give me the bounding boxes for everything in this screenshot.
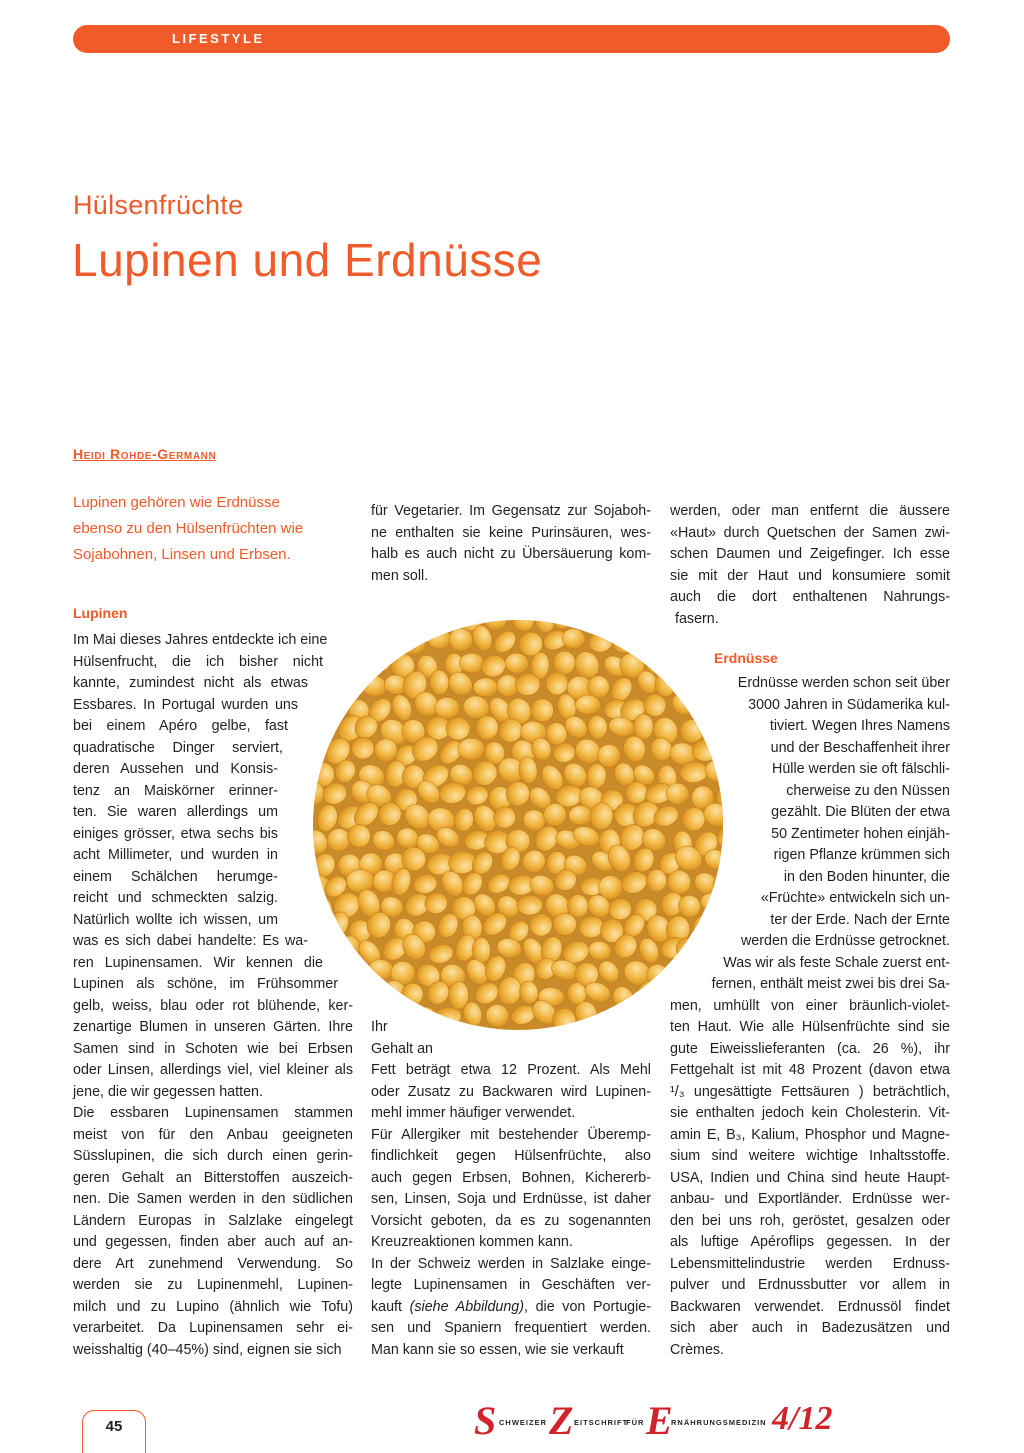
author-name: Heidi Rohde-Germann [73, 446, 217, 462]
text-line: Lupinen als schöne, im Frühsommer [73, 976, 338, 992]
text-line: werden die Erdnüsse getrocknet. [740, 933, 950, 949]
seed-shape [678, 626, 713, 659]
text-line: und gegessen, finden aber auch auf an- [73, 1234, 353, 1250]
text-line: men, umhüllt von einer bräunlich-violet- [670, 997, 950, 1014]
seed-shape [546, 672, 568, 695]
seed-shape [346, 869, 374, 892]
text-line: ne enthalten sie keine Purinsäuren, wes- [371, 524, 651, 541]
section-label: LIFESTYLE [172, 31, 265, 46]
masthead-s-rest: CHWEIZER [499, 1418, 547, 1427]
text-line: als luftige Apéroflips gegessen. In der [670, 1234, 950, 1250]
text-line: Natürlich wollte ich wissen, um [73, 911, 278, 928]
lead-line: Lupinen gehören wie Erdnüsse [73, 494, 280, 511]
seed-shape [351, 628, 384, 659]
section-banner [73, 25, 950, 53]
article-kicker: Hülsenfrüchte [73, 190, 244, 220]
text-line: Was wir als feste Schale zuerst ent- [723, 954, 950, 971]
text-line: rigen Pflanze krümmen sich [773, 847, 950, 863]
text-line: mehl immer häufiger verwendet. [371, 1105, 576, 1121]
text-line: findlichkeit gegen Hülsenfrüchte, also [371, 1148, 651, 1164]
text-line: Lebensmittelindustrie werden Erdnuss- [670, 1255, 950, 1272]
text-line: bei einem Apéro gelbe, fast [73, 718, 288, 734]
text-line: ten. Sie waren allerdings um [73, 804, 278, 820]
text-line: weisshaltig (40–45%) sind, eignen sie sich [73, 1341, 342, 1358]
seed-shape [553, 651, 576, 675]
text-line: pulver und Erdnussbutter vor allem in [670, 1277, 950, 1293]
text-line: auch die dort enthaltenen Nahrungs- [670, 589, 950, 605]
article-title: Lupinen und Erdnüsse [72, 234, 543, 286]
article-lead [73, 490, 343, 568]
text-line: Fett beträgt etwa 12 Prozent. Als Mehl [371, 1062, 651, 1078]
text-line: gezählt. Die Blüten der etwa [771, 804, 950, 820]
lead-line: Sojabohnen, Linsen und Erbsen. [73, 546, 291, 563]
masthead-s: S [474, 1398, 497, 1443]
lead-line: ebenso zu den Hülsenfrüchten wie [73, 520, 304, 537]
text-line: men soll. [371, 567, 429, 584]
text-line: Süsslupinen, die sich durch einen gerin- [73, 1148, 353, 1164]
masthead-e: E [646, 1398, 673, 1443]
text-line: sium sind weitere wichtige Inhaltsstoffe. [670, 1148, 950, 1164]
text-line: was es sich dabei handelte: Es wa- [73, 933, 308, 949]
text-line: Ländern Europas in Salzlake eingelegt [73, 1212, 353, 1229]
text-line: auch gegen Erbsen, Bohnen, Kichererb- [371, 1169, 651, 1186]
text-line: ten Haut. Wie alle Hülsenfrüchte sind sie [670, 1019, 950, 1035]
text-line: sie mit der Haut und konsumiere somit [670, 567, 950, 584]
seed-shape [648, 1001, 672, 1028]
seed-shape [633, 714, 653, 740]
seed-shape [473, 678, 498, 697]
text-line: oder Linsen, allerdings viel, viel kleiner als [73, 1062, 353, 1078]
page-number: 45 [82, 1410, 146, 1453]
text-line: ren Lupinensamen. Wir kennen die [73, 954, 323, 971]
seed-shape [646, 869, 667, 892]
text-line: einem Schälchen herumge- [73, 868, 278, 885]
text-line: Man kann sie so essen, wie sie verkauft [371, 1341, 624, 1358]
text-line: Kreuzreaktionen kommen kann. [371, 1234, 573, 1250]
text-line: Für Allergiker mit bestehender Überemp- [371, 1126, 651, 1143]
text-line: sen und Spaniern frequentiert werden. [371, 1320, 651, 1336]
seed-shape [575, 695, 600, 714]
text-line: für Vegetarier. Im Gegensatz zur Sojaboh- [371, 503, 651, 519]
author-byline [73, 446, 216, 462]
text-line: In der Schweiz werden in Salzlake einge- [371, 1255, 651, 1272]
text-line: «Früchte» entwickeln sich un- [760, 890, 950, 906]
text-line: Fettgehalt ist mit 48 Prozent (davon etwa [670, 1062, 950, 1078]
text-line: jene, die wir gegessen hatten. [73, 1083, 263, 1100]
text-line: Vorsicht geboten, da es zu sogenannten [371, 1212, 651, 1229]
text-line: Essbares. In Portugal wurden uns [73, 696, 298, 713]
text-line: legte Lupinensamen in Geschäften ver- [371, 1277, 651, 1293]
text-line: Ihr [371, 1019, 388, 1035]
text-line: tiviert. Wegen Ihres Namens [769, 718, 950, 734]
seed-shape [632, 634, 660, 657]
text-line: Hülle werden sie oft fälschli- [772, 761, 950, 777]
text-line: 3000 Jahren in Südamerika kul- [748, 696, 950, 713]
text-line: halb es auch nicht zu Übersäuerung kom- [371, 546, 651, 562]
text-line: nen. Die Samen werden in den südlichen [73, 1191, 353, 1207]
seed-shape [369, 620, 392, 633]
text-line: sie enthalten jedoch kein Cholesterin. Vit- [670, 1105, 950, 1121]
text-line: sich aber auch in Badezusätzen und [670, 1320, 950, 1336]
column-2-bottom [371, 1017, 651, 1361]
text-line: oder Zusatz zu Backwaren wird Lupinen- [371, 1083, 651, 1100]
text-line: sen, Linsen, Soja und Erdnüsse, ist daher [371, 1191, 651, 1207]
text-line: milch und zu Lupino (ähnlich wie Tofu) [73, 1298, 353, 1315]
subhead-lupinen: Lupinen [73, 605, 128, 621]
subhead-erdnuesse: Erdnüsse [714, 650, 778, 666]
text-line: meist von für den Anbau geeigneten [73, 1126, 353, 1143]
text-line: Die essbaren Lupinensamen stammen [73, 1105, 353, 1121]
column-1 [73, 630, 353, 1361]
seed-shape [377, 633, 404, 656]
text-line: «Haut» durch Quetschen der Samen zwi- [670, 524, 950, 541]
column-2-top [371, 501, 651, 587]
seed-shape [599, 620, 630, 635]
text-line: den bei uns roh, geröstet, gesalzen oder [670, 1212, 950, 1229]
text-line: fernen, enthält meist zwei bis drei Sa- [711, 976, 950, 992]
text-line: werden, oder man entfernt die äussere [670, 503, 950, 519]
text-line: fasern. [675, 610, 719, 627]
text-line: verarbeitet. Da Lupinensamen sehr ei- [73, 1320, 353, 1336]
seed-shape [621, 620, 652, 632]
seeds-image [313, 620, 723, 1030]
text-line: acht Millimeter, und wurden in [73, 847, 278, 863]
text-line: reicht und schmeckten salzig. [73, 890, 278, 906]
issue-number: 4/12 [772, 1400, 833, 1437]
journal-masthead [474, 1397, 954, 1441]
text-line: Gehalt an [371, 1040, 433, 1057]
column-3-top [670, 501, 950, 630]
seed-shape [385, 620, 419, 632]
seed-shape [416, 620, 440, 637]
text-line: ¹/₃ ungesättigte Fettsäuren ) beträchtlich, [670, 1083, 950, 1100]
text-line: ter der Erde. Nach der Ernte [770, 911, 950, 928]
masthead-fuer: FÜR [626, 1418, 645, 1427]
text-line: quadratische Dinger serviert, [73, 739, 283, 756]
text-line: in den Boden hinunter, die [783, 868, 950, 885]
text-line: werden sie zu Lupinenmehl, Lupinen- [73, 1277, 353, 1293]
text-line: kannte, zumindest nicht als etwas [73, 675, 308, 691]
text-line: gute Eiweisslieferanten (ca. 26 %), ihr [670, 1040, 950, 1057]
masthead-z-rest: EITSCHRIFT [574, 1418, 629, 1427]
text-line: USA, Indien und China sind heute Haupt- [670, 1169, 950, 1186]
text-line: einiges grösser, etwa sechs bis [73, 825, 278, 842]
text-line: Backwaren verwendet. Erdnussöl findet [670, 1298, 950, 1315]
text-line: gelb, weiss, blau oder rot blühende, ker- [73, 997, 353, 1014]
text-line: tenz an Maiskörner erinner- [73, 782, 278, 799]
text-line: und der Beschaffenheit ihrer [770, 739, 950, 756]
text-line: 50 Zentimeter hohen einjäh- [771, 825, 950, 842]
text-line: Crèmes. [670, 1341, 725, 1358]
lupin-seeds-photo [313, 620, 723, 1030]
text-line: cherweise zu den Nüssen [786, 782, 950, 799]
text-line: Im Mai dieses Jahres entdeckte ich eine [73, 632, 328, 648]
text-line: kauft (siehe Abbildung), die von Portugie- [371, 1298, 651, 1315]
seed-shape [458, 738, 485, 760]
text-line: Hülsenfrucht, die ich bisher nicht [73, 653, 323, 670]
column-3 [670, 673, 950, 1361]
text-line: Erdnüsse werden schon seit über [737, 675, 950, 691]
masthead-e-rest: RNÄHRUNGSMEDIZIN [671, 1418, 767, 1427]
text-line: zenartige Blumen in unseren Gärten. Ihre [73, 1019, 353, 1035]
text-line: dere Art zunehmend Verwendung. So [73, 1255, 353, 1272]
text-line: anbau- und Exportländer. Erdnüsse wer- [670, 1191, 950, 1207]
text-line: geren Gehalt an Bitterstoffen auszeich- [73, 1169, 353, 1186]
text-line: schen Daumen und Zeigefinger. Ich esse [670, 546, 950, 562]
text-line: deren Aussehen und Konsis- [73, 761, 278, 777]
masthead-z: Z [549, 1398, 574, 1443]
text-line: amin E, B₃, Kalium, Phosphor und Magne- [670, 1126, 950, 1143]
seed-shape [354, 975, 386, 1006]
text-line: Samen sind in Schoten wie bei Erbsen [73, 1040, 353, 1057]
seed-shape [568, 805, 592, 825]
